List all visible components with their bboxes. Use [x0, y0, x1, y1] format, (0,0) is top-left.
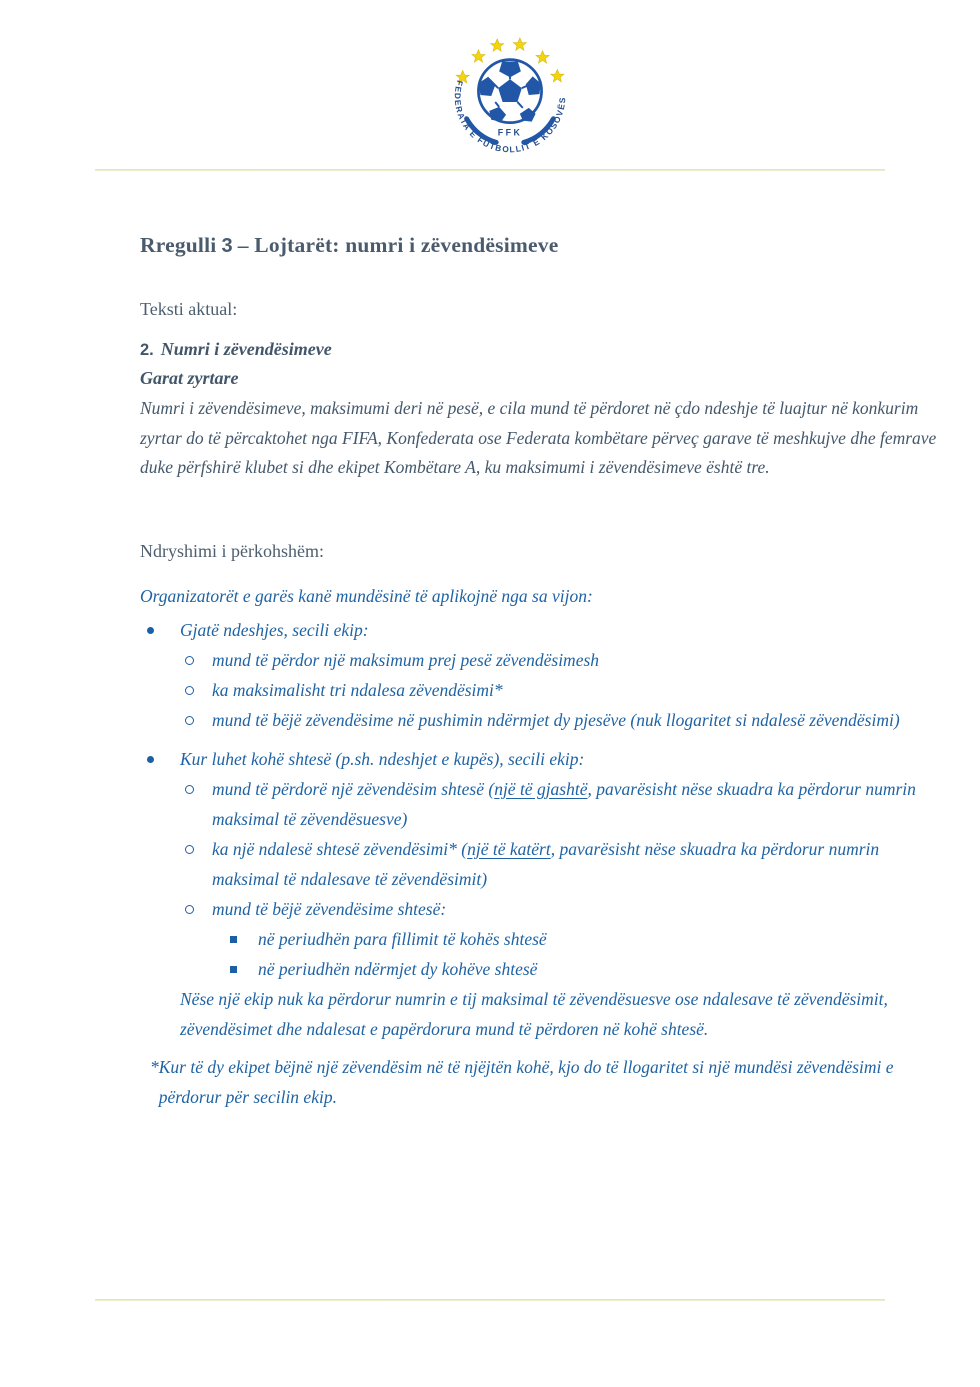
extra-time-heading: Kur luhet kohë shtesë (p.sh. ndeshjet e kupës), secili ekip:: [180, 748, 585, 769]
list-item-text: [212, 834, 940, 894]
footnote: [140, 1052, 940, 1112]
rule-name: Numri i zëvendësimeve: [160, 339, 332, 359]
list-item-text: mund të bëjë zëvendësime në pushimin ndërmjet dy pjesëve (nuk llogaritet si ndalesë zëvendësimi): [212, 709, 900, 730]
list-item: [140, 675, 940, 705]
item-text-underlined: një të gjashtë: [494, 778, 588, 799]
list-item-text: në periudhën para fillimit të kohës shtesë: [258, 928, 547, 949]
list-item: [140, 924, 940, 954]
list-item-text: [212, 774, 940, 834]
bullet-list: [140, 615, 940, 1044]
temporary-change-label: Ndryshimi i përkohshëm:: [140, 540, 324, 561]
circle-bullet-marker: [185, 785, 194, 794]
list-item: [140, 645, 940, 675]
list-item: [140, 744, 940, 774]
circle-bullet-marker: [185, 716, 194, 725]
item-text-post: , pavarësisht nëse skuadra ka përdorur numrin maksimal të zëvendësuesve): [212, 778, 916, 829]
dot-bullet-marker: [147, 627, 154, 634]
circle-bullet-marker: [185, 905, 194, 914]
list-item: [140, 774, 940, 834]
ffk-logo-icon: [441, 28, 579, 170]
item-text-pre: mund të përdorë një zëvendësim shtesë (: [212, 778, 495, 799]
list-item: [140, 894, 940, 924]
footnote-text: Kur të dy ekipet bëjnë një zëvendësim në të njëjtën kohë, kjo do të llogaritet si një mundësi zëvendësimi e përdorur për secilin ekip.: [158, 1056, 894, 1107]
page-title: [140, 231, 940, 260]
list-item-text: mund të bëjë zëvendësime shtesë:: [212, 898, 447, 919]
circle-bullet-marker: [185, 686, 194, 695]
footnote-marker: *: [150, 1056, 159, 1077]
square-bullet-marker: [230, 936, 237, 943]
header-divider: [95, 169, 885, 171]
item-text-underlined: një të katërt: [467, 838, 551, 859]
square-bullet-marker: [230, 966, 237, 973]
list-item: [140, 705, 940, 735]
dot-bullet-marker: [147, 756, 154, 763]
current-text-label: Teksti aktual:: [140, 299, 238, 319]
list-item-text: në periudhën ndërmjet dy kohëve shtesë: [258, 958, 538, 979]
title-pre: Rregulli: [140, 233, 217, 257]
circle-bullet-marker: [185, 656, 194, 665]
title-post: – Lojtarët: numri i zëvendësimeve: [237, 233, 559, 257]
list-item-text: ka maksimalisht tri ndalesa zëvendësimi*: [212, 679, 503, 700]
logo-curved-text: FEDERATA E FUTBOLLIT E KOSOVËS: [452, 79, 568, 155]
title-number: 3: [221, 235, 233, 257]
closing-paragraph: Nëse një ekip nuk ka përdorur numrin e tij maksimal të zëvendësuesve ose ndalesave të zëvendësimit, zëvendësimet dhe ndalesat e papërdorura mund të përdoren në kohë shtesë.: [180, 988, 888, 1039]
item-text-post: , pavarësisht nëse skuadra ka përdorur numrin maksimal të ndalesave të zëvendësimit): [212, 838, 880, 889]
list-item: [140, 834, 940, 894]
footer-divider: [95, 1299, 885, 1301]
current-text-paragraph: Numri i zëvendësimeve, maksimumi deri në pesë, e cila mund të përdoret në çdo ndeshje të luajtur në konkurim zyrtar do të përcaktohet nga FIFA, Konfederata ose Federata kombëtare përveç garave të meshkujve dhe femrave duke përfshirë klubet si dhe ekipet Kombëtare A, ku maksimumi i zëvendësimeve është tre.: [140, 398, 937, 477]
rule-heading: [140, 338, 940, 361]
intro-line: Organizatorët e garës kanë mundësinë të aplikojnë nga sa vijon:: [140, 585, 593, 606]
list-item: [140, 954, 940, 984]
circle-bullet-marker: [185, 845, 194, 854]
document-content: [140, 231, 940, 1112]
item-text-pre: ka një ndalesë shtesë zëvendësimi* (: [212, 838, 468, 859]
ffk-logo: [441, 28, 579, 170]
during-match-heading: Gjatë ndeshjes, secili ekip:: [180, 619, 369, 640]
list-item: [140, 615, 940, 645]
list-item-text: mund të përdor një maksimum prej pesë zëvendësimesh: [212, 649, 600, 670]
rule-number: 2.: [140, 341, 154, 359]
logo-acronym: FFK: [497, 127, 523, 138]
competitions-subheading: Garat zyrtare: [140, 368, 239, 388]
soccer-ball-icon: [478, 60, 541, 123]
